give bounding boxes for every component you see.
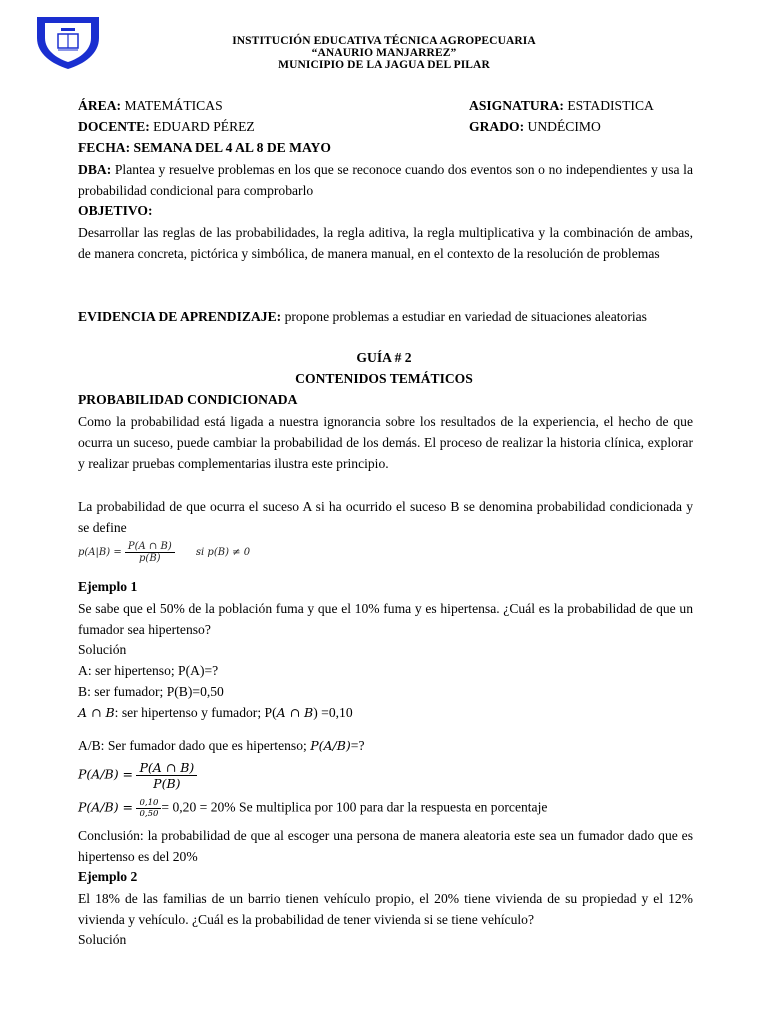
definition-paragraph: La probabilidad de que ocurra el suceso A si ha ocurrido el suceso B se denomina probabilidad condicionada y se define bbox=[78, 499, 693, 535]
example1-line-b: B: ser fumador; P(B)=0,50 bbox=[78, 684, 224, 699]
example1-equation-2: P(A/B) = $\frac{0,10}{0,50}$ = 0,20 = 20% Se multiplica por 100 para dar la respuesta en porcentaje bbox=[78, 798, 548, 819]
guide-subtitle: CONTENIDOS TEMÁTICOS bbox=[295, 371, 473, 386]
example1-title: Ejemplo 1 bbox=[78, 579, 138, 594]
example1-equation-1: P(A/B) = $\frac{P(A \cap B)}{P(B)}$ bbox=[78, 760, 197, 791]
example2-title: Ejemplo 2 bbox=[78, 869, 138, 884]
example1-solution-label: Solución bbox=[78, 642, 127, 657]
asignatura-field: ASIGNATURA: ESTADISTICA bbox=[469, 98, 654, 113]
example1-conditional-line: A/B: Ser fumador dado que es hipertenso; P(A/B)=? bbox=[78, 738, 365, 753]
objetivo-label: OBJETIVO: bbox=[78, 203, 153, 218]
docente-field: DOCENTE: EDUARD PÉREZ bbox=[78, 119, 255, 134]
conditional-probability-formula: p(A|B) = $\frac{P(A \cap B)}{p(B)}$ si p(B) ≠ 0 bbox=[78, 541, 251, 564]
school-name: INSTITUCIÓN EDUCATIVA TÉCNICA AGROPECUARIA bbox=[232, 35, 536, 47]
school-municipality: MUNICIPIO DE LA JAGUA DEL PILAR bbox=[278, 59, 490, 71]
objetivo-paragraph: Desarrollar las reglas de las probabilidades, la regla aditiva, la regla multiplicativa y la combinación de ambas, de manera concreta, pictórica y simbólica, de manera manual, en el contexto de la resolución de problemas bbox=[78, 225, 693, 261]
evidencia-paragraph: EVIDENCIA DE APRENDIZAJE: propone problemas a estudiar en variedad de situaciones aleatorias bbox=[78, 309, 647, 324]
example1-conclusion: Conclusión: la probabilidad de que al escoger una persona de manera aleatoria este sea un fumador dado que es hipertenso es del 20% bbox=[78, 828, 693, 864]
example1-line-ab: A ∩ B: ser hipertenso y fumador; P(A ∩ B) =0,10 bbox=[78, 705, 353, 720]
example1-statement: Se sabe que el 50% de la población fuma y que el 10% fuma y es hipertensa. ¿Cuál es la probabilidad de que un fumador sea hipertenso? bbox=[78, 601, 693, 637]
intro-paragraph: Como la probabilidad está ligada a nuestra ignorancia sobre los resultados de la experiencia, el hecho de que ocurra un suceso, puede cambiar la probabilidad de los demás. El proceso de realizar la historia clínica, explorar y realizar pruebas complementarias ilustra este principio. bbox=[78, 414, 693, 471]
example2-statement: El 18% de las familias de un barrio tienen vehículo propio, el 20% tiene vivienda de su propiedad y el 12% vivienda y vehículo. ¿Cuál es la probabilidad de tener vivienda si se tiene vehículo? bbox=[78, 891, 693, 927]
section-heading: PROBABILIDAD CONDICIONADA bbox=[78, 392, 298, 407]
grado-field: GRADO: UNDÉCIMO bbox=[469, 119, 601, 134]
school-subname: “ANAURIO MANJARREZ” bbox=[311, 47, 457, 59]
school-header bbox=[0, 35, 768, 71]
example1-line-a: A: ser hipertenso; P(A)=? bbox=[78, 663, 219, 678]
fecha-field: FECHA: SEMANA DEL 4 AL 8 DE MAYO bbox=[78, 140, 331, 155]
guide-title: GUÍA # 2 bbox=[356, 350, 412, 365]
dba-paragraph: DBA: Plantea y resuelve problemas en los que se reconoce cuando dos eventos son o no independientes y usa la probabilidad condicional para comprobarlo bbox=[78, 162, 693, 198]
area-field: ÁREA: MATEMÁTICAS bbox=[78, 98, 223, 113]
example2-solution-label: Solución bbox=[78, 932, 127, 947]
